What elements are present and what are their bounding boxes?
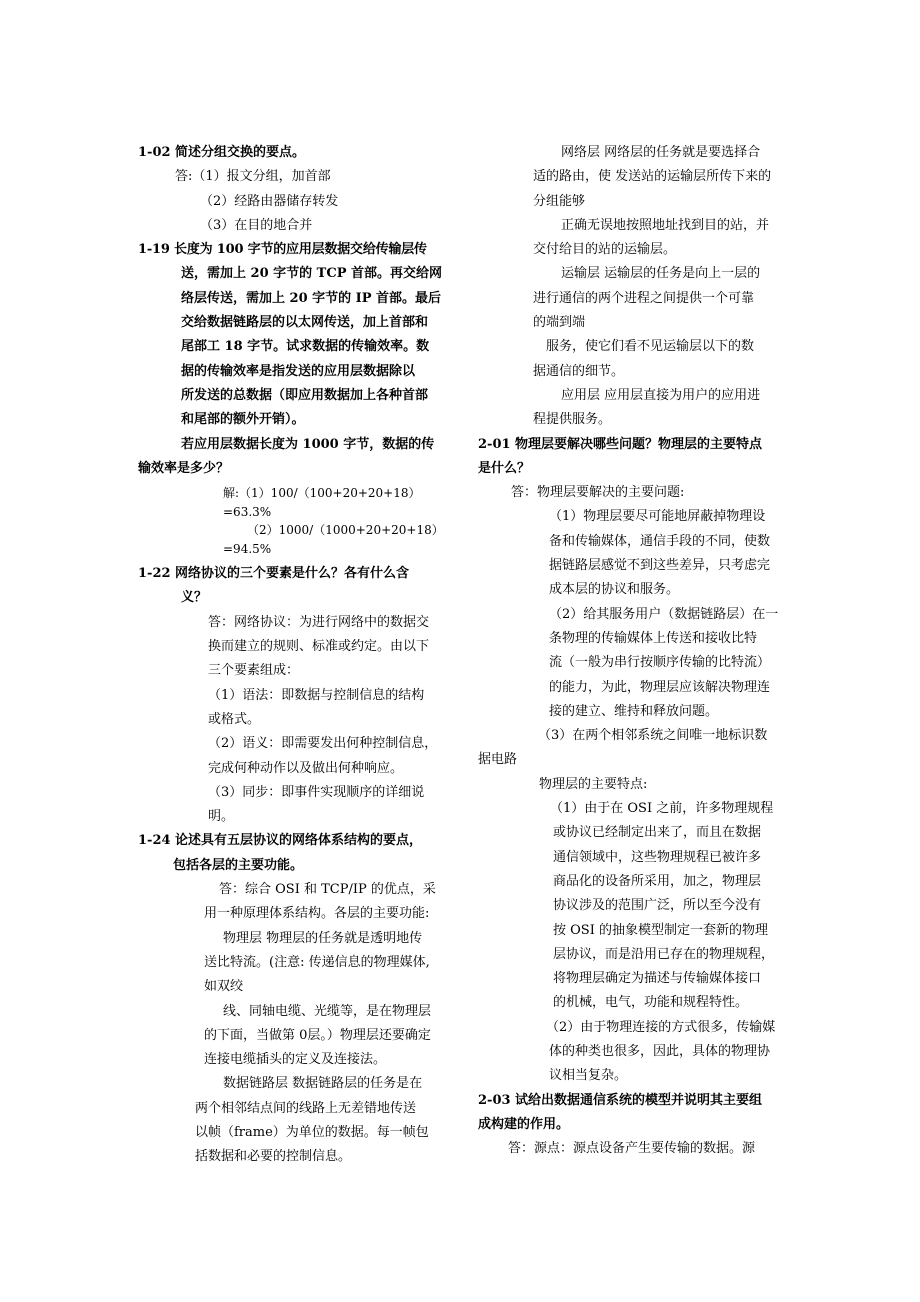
question-title-line: 送，需加上 20 字节的 TCP 首部。再交给网 [181, 266, 442, 282]
answer-line: 通信领域中，这些物理规程已被许多 [553, 849, 762, 865]
answer-line: （3）在目的地合并 [200, 217, 313, 233]
question-title-line: 据的传输效率是指发送的应用层数据除以 [181, 363, 416, 379]
answer-line: 据通信的细节。 [533, 363, 625, 379]
answer-line: 的下面，当做第 0层。）物理层还要确定 [204, 1027, 431, 1043]
answer-line: 成本层的协议和服务。 [549, 582, 680, 598]
answer-line: 两个相邻结点间的线路上无差错地传送 [195, 1100, 417, 1116]
solution-line: （2）1000/（1000+20+20+18） [247, 523, 444, 538]
answer-line: 或协议已经制定出来了，而且在数据 [553, 825, 762, 841]
answer-line: 适的路由，使 发送站的运输层所传下来的 [533, 169, 772, 185]
answer-line: 议相当复杂。 [549, 1068, 628, 1084]
question-title-line: 包括各层的主要功能。 [173, 857, 304, 873]
question-title: 1-22 网络协议的三个要素是什么？各有什么含 [138, 566, 410, 582]
left-column [138, 141, 450, 1170]
answer-line: 送比特流。(注意: 传递信息的物理媒体, [204, 954, 430, 970]
answer-line: 完成何种动作以及做出何种响应。 [208, 760, 404, 776]
answer-line: （2）语义：即需要发出何种控制信息， [208, 736, 438, 752]
question-title-line: 和尾部的额外开销）。 [181, 412, 305, 428]
answer-line: 正确无误地按照地址找到目的站，并 [561, 217, 770, 233]
answer-line: 按 OSI 的抽象模型制定一套新的物理 [553, 922, 768, 938]
answer-line: 据电路 [478, 752, 518, 768]
answer-line: 答：综合 OSI 和 TCP/IP 的优点，采 [219, 882, 436, 898]
answer-line: 据链路层感觉不到这些差异，只考虑完 [549, 558, 771, 574]
answer-line: 或格式。 [208, 711, 261, 727]
answer-line: 三个要素组成： [208, 663, 300, 679]
answer-line: 程提供服务。 [533, 412, 612, 428]
answer-line: 如双绞 [204, 979, 244, 995]
answer-line: 答:（1）报文分组，加首部 [175, 169, 331, 185]
answer-line: 的机械，电气，功能和规程特性。 [553, 995, 749, 1011]
question-title: 1-02 简述分组交换的要点。 [138, 145, 306, 160]
answer-line: 用一种原理体系结构。各层的主要功能: [204, 906, 430, 922]
answer-line: （2）给其服务用户（数据链路层）在一 [549, 606, 779, 622]
answer-line: 线、同轴电缆、光缆等，是在物理层 [223, 1003, 432, 1019]
answer-line: 换而建立的规则、标准或约定。由以下 [208, 639, 430, 655]
question-title-line: 所发送的总数据（即应用数据加上各种首部 [181, 387, 429, 403]
answer-line: 备和传输媒体，通信手段的不同，使数 [549, 533, 771, 549]
question-title-line: 交给数据链路层的以太网传送，加上首部和 [181, 315, 429, 331]
answer-intro: 答：物理层要解决的主要问题: [511, 485, 685, 501]
question-title-line: 若应用层数据长度为 1000 字节，数据的传 [181, 436, 435, 452]
answer-line: 明。 [208, 809, 235, 825]
answer-line: （2）由于物理连接的方式很多，传输媒 [546, 1019, 776, 1035]
answer-line: （1）由于在 OSI 之前，许多物理规程 [550, 801, 774, 817]
answer-line: 商品化的设备所采用，加之，物理层 [553, 873, 762, 889]
question-title: 1-19 长度为 100 字节的应用层数据交给传输层传 [138, 242, 427, 258]
answer-line: （3）在两个相邻系统之间唯一地标识数 [538, 728, 768, 744]
answer-line: （2）经路由器储存转发 [200, 193, 339, 209]
answer-line: 层协议，而是沿用已存在的物理规程， [553, 946, 775, 962]
answer-line: 应用层 应用层直接为用户的应用进 [561, 387, 761, 403]
answer-line: 的端到端 [533, 315, 586, 331]
answer-line: 连接电缆插头的定义及连接法。 [204, 1052, 387, 1068]
question-title: 1-24 论述具有五层协议的网络体系结构的要点， [138, 833, 423, 849]
answer-line: 交付给目的站的运输层。 [533, 242, 677, 258]
answer-line: 答：源点：源点设备产生要传输的数据。源 [508, 1141, 756, 1157]
answer-line: 体的种类也很多，因此，具体的物理协 [549, 1043, 771, 1059]
answer-line: 以帧（frame）为单位的数据。每一帧包 [195, 1124, 429, 1140]
solution-line: 解:（1）100/（100+20+20+18） [223, 486, 421, 501]
right-column [478, 141, 786, 1161]
question-title-line: 是什么？ [478, 460, 531, 476]
answer-line: 物理层的主要特点: [539, 776, 648, 792]
answer-line: 条物理的传输媒体上传送和接收比特 [549, 630, 758, 646]
answer-line: 物理层 物理层的任务就是透明地传 [223, 930, 423, 946]
answer-line: 接的建立、维持和释放问题。 [549, 703, 719, 719]
answer-line: （1）物理层要尽可能地屏蔽掉物理设 [549, 509, 766, 525]
answer-line: 流（一般为串行按顺序传输的比特流） [549, 655, 771, 671]
answer-line: 协议涉及的范围广泛，所以至今没有 [553, 898, 762, 914]
answer-line: 分组能够 [533, 193, 586, 209]
question-title: 2-01 物理层要解决哪些问题？物理层的主要特点 [478, 436, 763, 452]
answer-line: 的能力，为此，物理层应该解决物理连 [549, 679, 771, 695]
question-title-line: 义？ [181, 590, 208, 606]
answer-line: 将物理层确定为描述与传输媒体接口 [553, 971, 762, 987]
answer-line: 网络层 网络层的任务就是要选择合 [561, 145, 761, 160]
answer-line: 括数据和必要的控制信息。 [195, 1149, 352, 1165]
answer-line: 数据链路层 数据链路层的任务是在 [223, 1076, 423, 1092]
answer-line: 运输层 运输层的任务是向上一层的 [561, 266, 761, 282]
answer-line: （3）同步：即事件实现顺序的详细说 [208, 784, 425, 800]
answer-line: 服务，使它们看不见运输层以下的数 [546, 339, 755, 355]
question-title-line: 输效率是多少？ [138, 460, 230, 476]
solution-line: =63.3% [223, 504, 272, 519]
question-title: 2-03 试给出数据通信系统的模型并说明其主要组 [478, 1092, 763, 1108]
solution-line: =94.5% [223, 541, 272, 556]
question-title-line: 尾部工 18 字节。试求数据的传输效率。数 [181, 339, 430, 355]
answer-line: （1）语法：即数据与控制信息的结构 [208, 687, 425, 703]
answer-line: 进行通信的两个进程之间提供一个可靠 [533, 290, 755, 306]
question-title-line: 成构建的作用。 [478, 1116, 570, 1132]
answer-line: 答：网络协议：为进行网络中的数据交 [208, 614, 430, 630]
question-title-line: 络层传送，需加上 20 字节的 IP 首部。最后 [181, 290, 442, 306]
